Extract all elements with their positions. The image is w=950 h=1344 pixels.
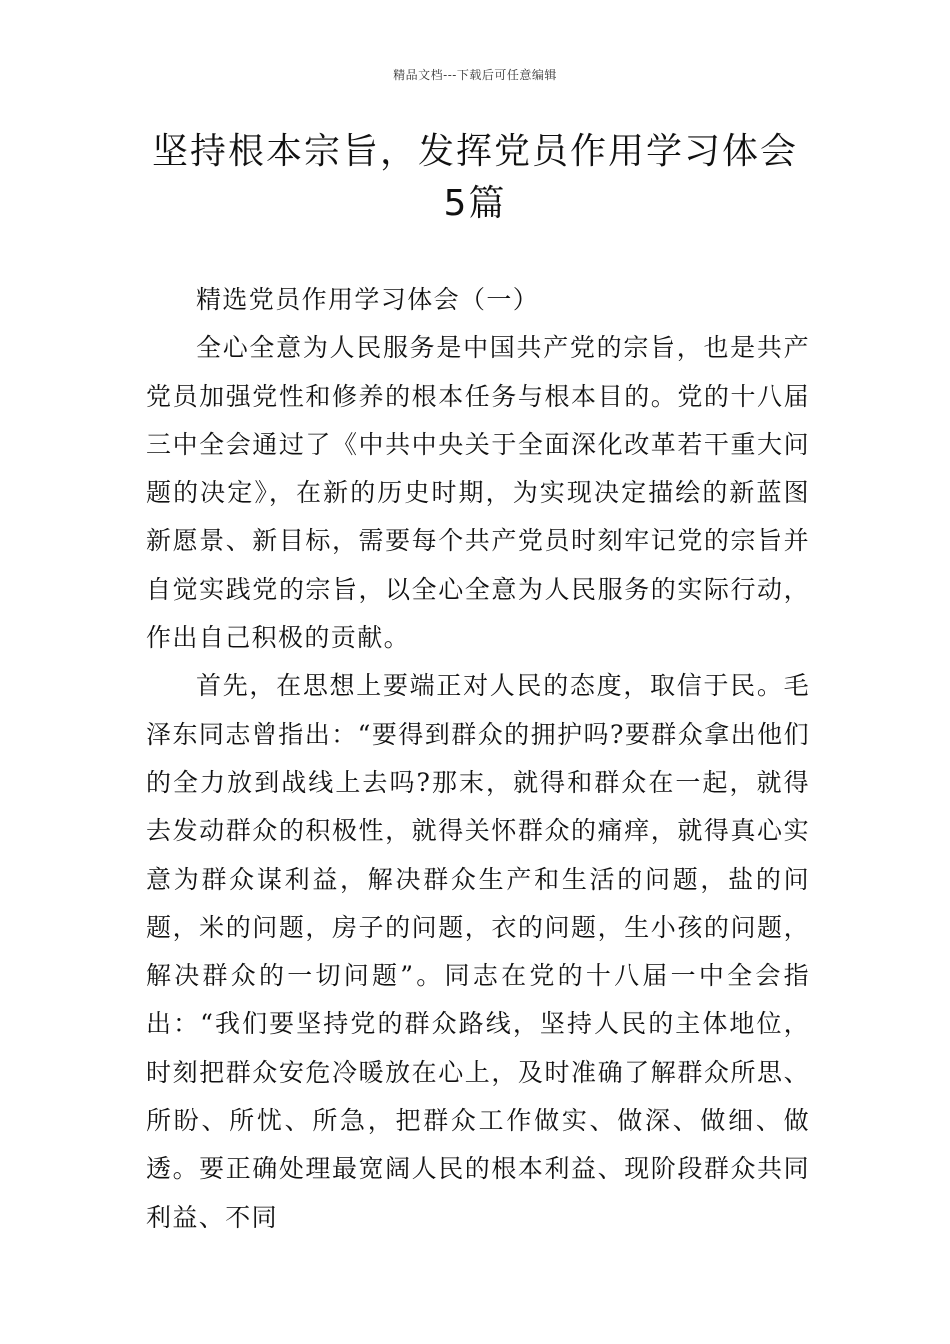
paragraph-1: 全心全意为人民服务是中国共产党的宗旨，也是共产党员加强党性和修养的根本任务与根本目的。党的十八届三中全会通过了《中共中央关于全面深化改革若干重大问题的决定》，在新的历史时期，为实现决定描绘的新蓝图新愿景、新目标，需要每个共产党员时刻牢记党的宗旨并自觉实践党的宗旨，以全心全意为人民服务的实际行动，作出自己积极的贡献。: [146, 333, 810, 653]
document-title: [100, 126, 850, 230]
section-heading: 精选党员作用学习体会（一）: [196, 285, 540, 314]
title-line-1: 坚持根本宗旨，发挥党员作用学习体会: [151, 131, 798, 172]
document-body: [146, 276, 810, 1242]
title-line-2: 5篇: [443, 183, 507, 224]
paragraph-2: 首先，在思想上要端正对人民的态度，取信于民。毛泽东同志曾指出：“要得到群众的拥护吗?要群众拿出他们的全力放到战线上去吗?那末，就得和群众在一起，就得去发动群众的积极性，就得关怀群众的痛痒，就得真心实意为群众谋利益，解决群众生产和生活的问题，盐的问题，米的问题，房子的问题，衣的问题，生小孩的问题，解决群众的一切问题”。同志在党的十八届一中全会指出：“我们要坚持党的群众路线，坚持人民的主体地位，时刻把群众安危冷暖放在心上，及时准确了解群众所思、所盼、所忧、所急，把群众工作做实、做深、做细、做透。要正确处理最宽阔人民的根本利益、现阶段群众共同利益、不同: [146, 671, 810, 1232]
header-note: 精品文档---下载后可任意编辑: [393, 68, 557, 82]
